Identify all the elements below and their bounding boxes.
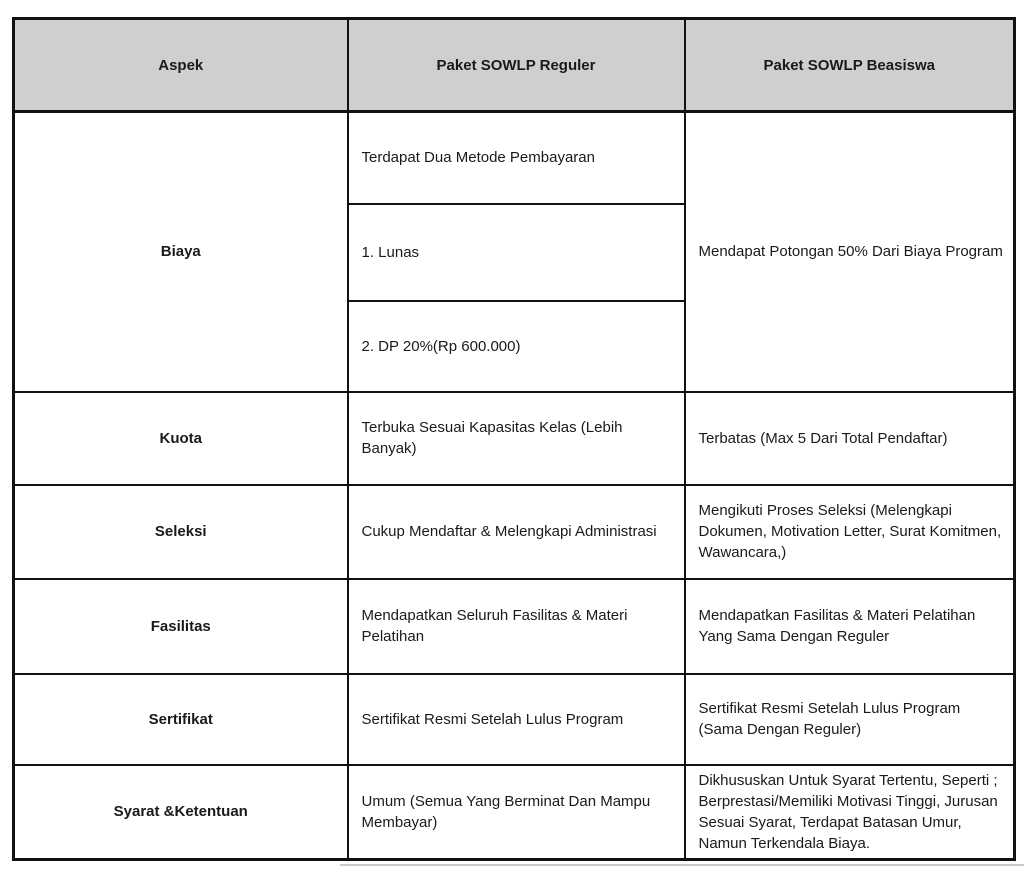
table-header-row: [14, 19, 1015, 112]
cell-kuota-beasiswa: Terbatas (Max 5 Dari Total Pendaftar): [685, 392, 1015, 485]
cell-biaya-reguler-method: Terdapat Dua Metode Pembayaran: [348, 112, 685, 204]
row-label-kuota: Kuota: [14, 392, 348, 485]
cell-fasilitas-reguler: Mendapatkan Seluruh Fasilitas & Materi Pelatihan: [348, 579, 685, 674]
row-label-seleksi: Seleksi: [14, 485, 348, 579]
cell-biaya-reguler-option2: 2. DP 20%(Rp 600.000): [348, 301, 685, 392]
row-label-fasilitas: Fasilitas: [14, 579, 348, 674]
row-label-biaya: Biaya: [14, 112, 348, 392]
table-row-fasilitas: [14, 579, 1015, 674]
cell-seleksi-reguler: Cukup Mendaftar & Melengkapi Administrasi: [348, 485, 685, 579]
cell-kuota-reguler: Terbuka Sesuai Kapasitas Kelas (Lebih Banyak): [348, 392, 685, 485]
header-cell-beasiswa: Paket SOWLP Beasiswa: [685, 19, 1015, 112]
cell-sertifikat-reguler: Sertifikat Resmi Setelah Lulus Program: [348, 674, 685, 765]
table-row-seleksi: [14, 485, 1015, 579]
row-label-sertifikat: Sertifikat: [14, 674, 348, 765]
row-label-syarat: Syarat &Ketentuan: [14, 765, 348, 860]
cell-syarat-beasiswa: Dikhususkan Untuk Syarat Tertentu, Seperti ; Berprestasi/Memiliki Motivasi Tinggi, Jurusan Sesuai Syarat, Terdapat Batasan Umur, Namun Terkendala Biaya.: [685, 765, 1015, 860]
cell-syarat-reguler: Umum (Semua Yang Berminat Dan Mampu Membayar): [348, 765, 685, 860]
cell-biaya-reguler-option1: 1. Lunas: [348, 204, 685, 301]
table-row-sertifikat: [14, 674, 1015, 765]
cell-biaya-beasiswa: Mendapat Potongan 50% Dari Biaya Program: [685, 112, 1015, 392]
cell-sertifikat-beasiswa: Sertifikat Resmi Setelah Lulus Program (Sama Dengan Reguler): [685, 674, 1015, 765]
header-cell-reguler: Paket SOWLP Reguler: [348, 19, 685, 112]
cropped-next-row-line: [340, 864, 1024, 866]
table-row-syarat: [14, 765, 1015, 860]
header-cell-aspek: Aspek: [14, 19, 348, 112]
table-row-biaya-1: [14, 112, 1015, 204]
cell-fasilitas-beasiswa: Mendapatkan Fasilitas & Materi Pelatihan Yang Sama Dengan Reguler: [685, 579, 1015, 674]
comparison-table: [12, 17, 1016, 861]
table-row-kuota: [14, 392, 1015, 485]
cell-seleksi-beasiswa: Mengikuti Proses Seleksi (Melengkapi Dokumen, Motivation Letter, Surat Komitmen, Wawancara,): [685, 485, 1015, 579]
